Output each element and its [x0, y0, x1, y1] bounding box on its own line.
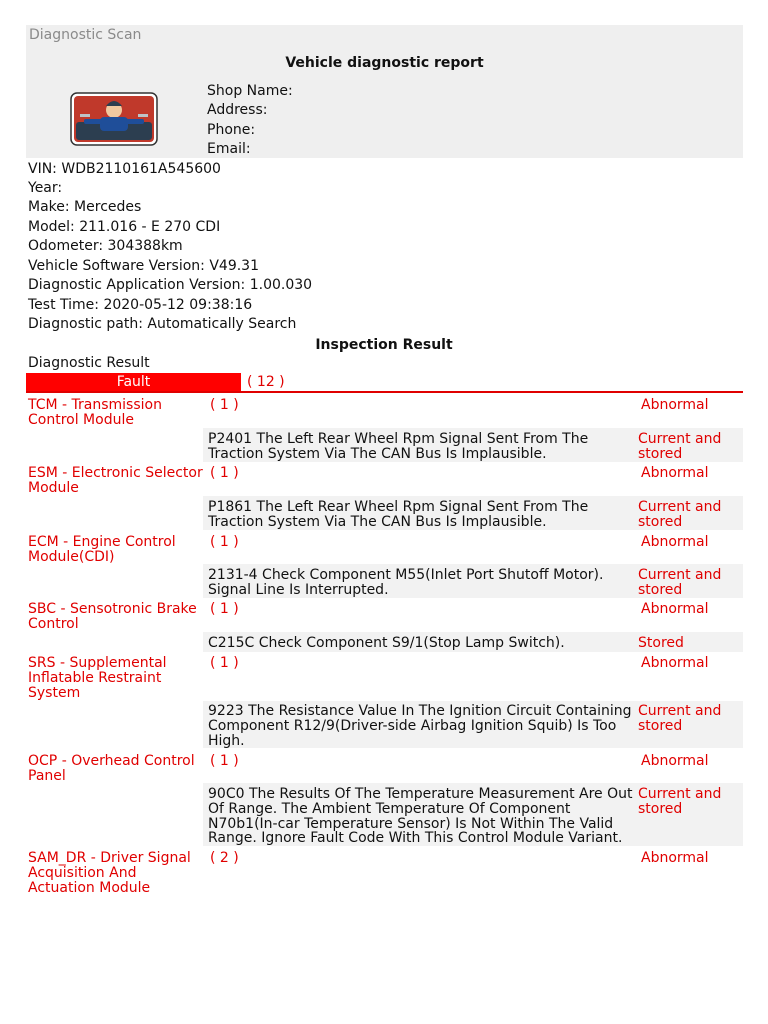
- module-name: TCM - Transmission Control Module: [28, 397, 162, 428]
- fault-code-description: P2401 The Left Rear Wheel Rpm Signal Sent From The Traction System Via The CAN Bus Is Implausible.: [208, 431, 589, 462]
- fault-code-status: Current and stored: [638, 567, 722, 598]
- module-count: ( 1 ): [210, 465, 239, 481]
- mechanic-logo: [70, 92, 158, 146]
- module-count: ( 2 ): [210, 850, 239, 866]
- module-name: OCP - Overhead Control Panel: [28, 753, 195, 784]
- module-status: Abnormal: [641, 534, 709, 550]
- fault-code-description: 2131-4 Check Component M55(Inlet Port Shutoff Motor). Signal Line Is Interrupted.: [208, 567, 604, 598]
- module-count: ( 1 ): [210, 655, 239, 671]
- year-line: Year:: [28, 180, 63, 196]
- module-count: ( 1 ): [210, 534, 239, 550]
- email-label: Email:: [207, 141, 251, 157]
- fault-code-row: [203, 564, 743, 598]
- address-label: Address:: [207, 102, 268, 118]
- module-count: ( 1 ): [210, 601, 239, 617]
- fault-code-row: [203, 632, 743, 652]
- module-name: SAM_DR - Driver Signal Acquisition And Actuation Module: [28, 850, 191, 896]
- module-count: ( 1 ): [210, 397, 239, 413]
- fault-code-status: Current and stored: [638, 499, 722, 530]
- module-status: Abnormal: [641, 465, 709, 481]
- module-status: Abnormal: [641, 601, 709, 617]
- fault-code-status: Stored: [638, 635, 684, 651]
- shop-name-label: Shop Name:: [207, 83, 293, 99]
- fault-count: ( 12 ): [247, 374, 285, 390]
- app-version-line: Diagnostic Application Version: 1.00.030: [28, 277, 313, 293]
- module-name: SBC - Sensotronic Brake Control: [28, 601, 197, 632]
- fault-bar: Fault: [26, 373, 241, 392]
- module-status: Abnormal: [641, 753, 709, 769]
- report-title: Vehicle diagnostic report: [285, 55, 484, 71]
- module-status: Abnormal: [641, 397, 709, 413]
- fault-code-row: [203, 701, 743, 748]
- model-line: Model: 211.016 - E 270 CDI: [28, 219, 221, 235]
- odometer-line: Odometer: 304388km: [28, 238, 183, 254]
- module-name: ECM - Engine Control Module(CDI): [28, 534, 176, 565]
- fault-code-row: [203, 496, 743, 530]
- phone-label: Phone:: [207, 122, 256, 138]
- fault-code-description: 90C0 The Results Of The Temperature Measurement Are Out Of Range. The Ambient Temperature Of Component N70b1(In-car Temperature Sensor) Is Not Within The Valid Range. Ignore Fault Code With This Control Module Variant.: [208, 786, 633, 847]
- test-time-line: Test Time: 2020-05-12 09:38:16: [28, 297, 253, 313]
- fault-code-row: [203, 428, 743, 462]
- fault-code-status: Current and stored: [638, 431, 722, 462]
- app-title: Diagnostic Scan: [29, 27, 142, 43]
- module-count: ( 1 ): [210, 753, 239, 769]
- module-name: ESM - Electronic Selector Module: [28, 465, 203, 496]
- diagnostic-result-label: Diagnostic Result: [28, 355, 150, 371]
- report-header: [26, 25, 743, 158]
- fault-code-description: C215C Check Component S9/1(Stop Lamp Switch).: [208, 635, 565, 651]
- fault-code-row: [203, 783, 743, 846]
- fault-code-status: Current and stored: [638, 786, 722, 817]
- diagnostic-path-line: Diagnostic path: Automatically Search: [28, 316, 297, 332]
- divider: [26, 391, 743, 393]
- module-status: Abnormal: [641, 655, 709, 671]
- fault-code-description: 9223 The Resistance Value In The Ignition Circuit Containing Component R12/9(Driver-side Airbag Ignition Squib) Is Too High.: [208, 703, 632, 749]
- vin-line: VIN: WDB2110161A545600: [28, 161, 221, 177]
- fault-code-status: Current and stored: [638, 703, 722, 734]
- fault-code-description: P1861 The Left Rear Wheel Rpm Signal Sent From The Traction System Via The CAN Bus Is Implausible.: [208, 499, 589, 530]
- software-version-line: Vehicle Software Version: V49.31: [28, 258, 259, 274]
- module-status: Abnormal: [641, 850, 709, 866]
- inspection-result-title: Inspection Result: [315, 337, 453, 353]
- module-name: SRS - Supplemental Inflatable Restraint System: [28, 655, 167, 701]
- make-line: Make: Mercedes: [28, 199, 142, 215]
